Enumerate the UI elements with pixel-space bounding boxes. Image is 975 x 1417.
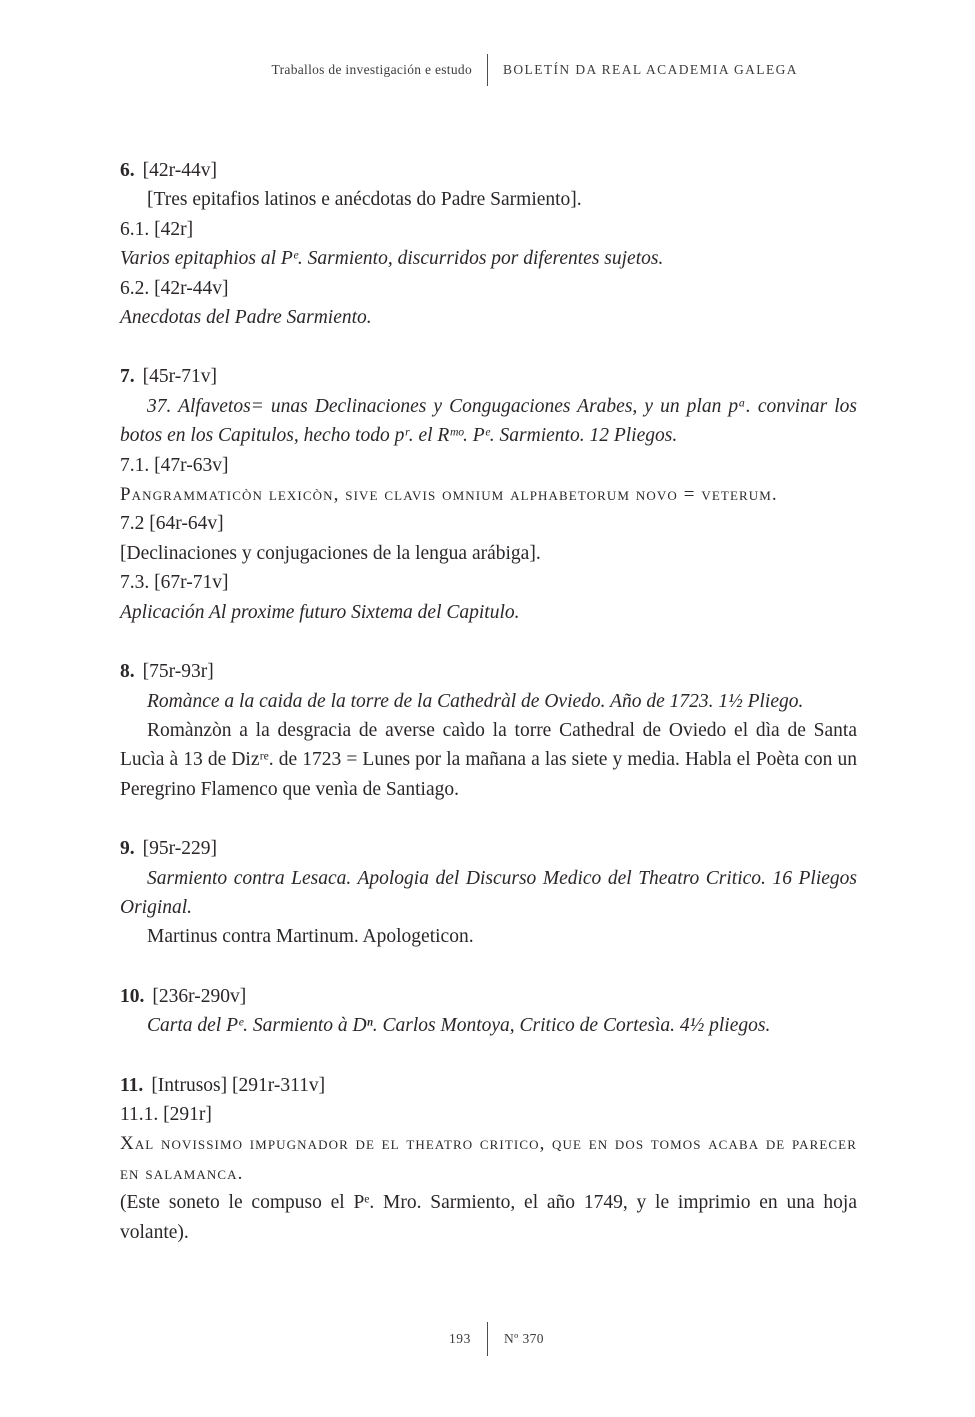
entry-number: 10. bbox=[120, 985, 145, 1007]
subentry-heading: 7.1. [47r-63v] bbox=[120, 454, 229, 476]
subentry-title: Varios epitaphios al Pᵉ. Sarmiento, discurridos por diferentes sujetos. bbox=[120, 248, 664, 270]
entry-description: Martinus contra Martinum. Apologeticon. bbox=[147, 926, 474, 948]
entry-description: Romànzòn a la desgracia de averse caìdo la torre Cathedral de Oviedo el dìa de Santa Lucìa à 13 de Dizʳᵉ. de 1723 = Lunes por la mañana a las siete y media. Habla el Poèta con un Peregrino Flamenco que venìa de Santiago. bbox=[120, 719, 857, 800]
subentry-title: Pangrammaticòn lexicòn, sive clavis omnium alphabetorum novo = veterum. bbox=[120, 484, 778, 506]
subentry-note: (Este soneto le compuso el Pᵉ. Mro. Sarmiento, el año 1749, y le imprimio en una hoja volante). bbox=[120, 1192, 857, 1243]
journal-title: BOLETÍN DA REAL ACADEMIA GALEGA bbox=[487, 54, 975, 86]
entry-heading bbox=[120, 362, 857, 391]
entry-folios: [42r-44v] bbox=[142, 160, 217, 181]
entry-heading bbox=[120, 982, 857, 1011]
catalog-entry bbox=[120, 982, 857, 1041]
entry-heading bbox=[120, 156, 857, 185]
catalog-entry bbox=[120, 657, 857, 804]
issue-number: Nº 370 bbox=[487, 1322, 975, 1356]
subentry-title: Xal novissimo impugnador de el theatro critico, que en dos tomos acaba de parecer en salamanca. bbox=[120, 1133, 857, 1184]
entry-title: 37. Alfavetos= unas Declinaciones y Congugaciones Arabes, y un plan pᵃ. convinar los botos en los Capitulos, hecho todo pʳ. el Rᵐᵒ. Pᵉ. Sarmiento. 12 Pliegos. bbox=[120, 395, 857, 447]
subentry-heading: 7.2 [64r-64v] bbox=[120, 513, 224, 535]
entry-number: 6. bbox=[120, 160, 135, 181]
entry-title: Sarmiento contra Lesaca. Apologia del Discurso Medico del Theatro Critico. 16 Pliegos Original. bbox=[120, 867, 857, 918]
entry-heading bbox=[120, 657, 857, 686]
entry-heading bbox=[120, 834, 857, 863]
entry-folios: [236r-290v] bbox=[152, 985, 247, 1007]
entry-folios: [45r-71v] bbox=[142, 366, 217, 388]
catalog-entry bbox=[120, 834, 857, 952]
running-header bbox=[0, 54, 975, 86]
catalog-entry bbox=[120, 1071, 857, 1247]
subentry-heading: 6.1. [42r] bbox=[120, 218, 194, 240]
subentry-description: [Declinaciones y conjugaciones de la lengua arábiga]. bbox=[120, 542, 541, 564]
catalog-content bbox=[120, 156, 857, 1247]
subentry-title: Aplicación Al proxime futuro Sixtema del Capitulo. bbox=[120, 601, 520, 623]
entry-folios: [75r-93r] bbox=[142, 661, 214, 683]
subentry-heading: 11.1. [291r] bbox=[120, 1103, 212, 1125]
entry-number: 9. bbox=[120, 838, 135, 860]
catalog-entry bbox=[120, 362, 857, 627]
subentry-title: Anecdotas del Padre Sarmiento. bbox=[120, 307, 372, 329]
catalog-entry bbox=[120, 156, 857, 332]
entry-title: Carta del Pᵉ. Sarmiento à Dⁿ. Carlos Montoya, Critico de Cortesìa. 4½ pliegos. bbox=[147, 1015, 771, 1037]
entry-number: 11. bbox=[120, 1074, 144, 1096]
entry-heading bbox=[120, 1071, 857, 1100]
subentry-heading: 6.2. [42r-44v] bbox=[120, 277, 229, 299]
running-footer bbox=[0, 1322, 975, 1356]
entry-number: 8. bbox=[120, 661, 135, 683]
entry-folios: [95r-229] bbox=[142, 838, 217, 860]
subentry-heading: 7.3. [67r-71v] bbox=[120, 572, 229, 594]
entry-title: Romànce a la caida de la torre de la Cathedràl de Oviedo. Año de 1723. 1½ Pliego. bbox=[147, 690, 804, 712]
section-title: Traballos de investigación e estudo bbox=[271, 62, 472, 77]
entry-description: [Tres epitafios latinos e anécdotas do Padre Sarmiento]. bbox=[147, 189, 582, 211]
entry-number: 7. bbox=[120, 366, 135, 388]
page-number: 193 bbox=[448, 1331, 471, 1346]
entry-folios: [Intrusos] [291r-311v] bbox=[151, 1074, 326, 1096]
